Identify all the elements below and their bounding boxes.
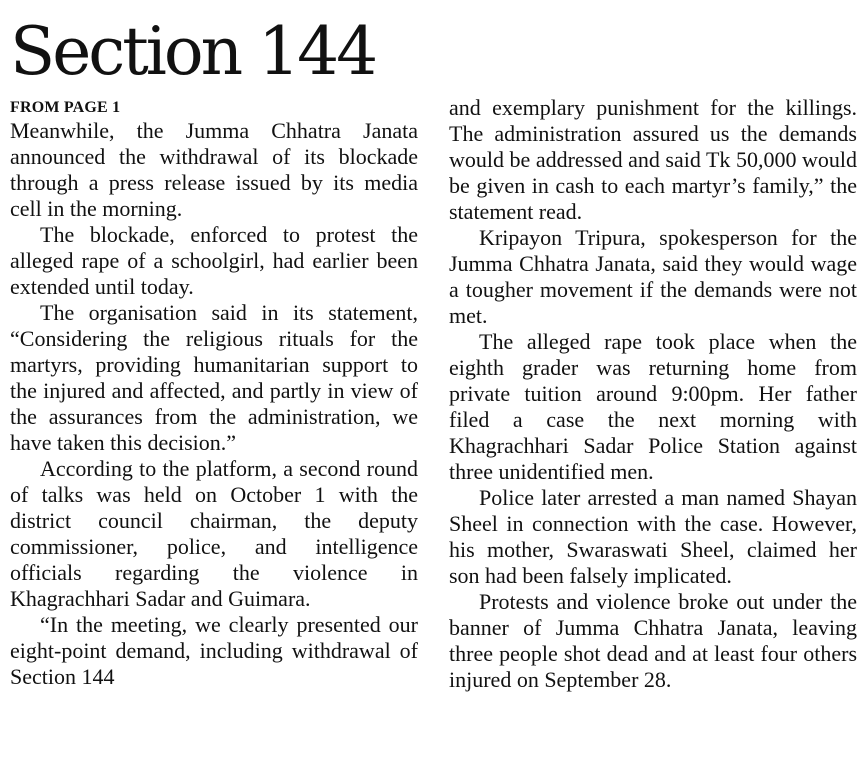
continuation-kicker: FROM PAGE 1: [10, 99, 121, 116]
paragraph: The organisation said in its statement, “Considering the religious rituals for the martyrs, providing humanitarian support to the injured and affected, and partly in view of the assurances from the administration, we have taken this decision.”: [10, 300, 418, 455]
paragraph: Kripayon Tripura, spokesperson for the Jumma Chhatra Janata, said they would wage a tougher movement if the demands were not met.: [449, 225, 857, 328]
paragraph: “In the meeting, we clearly presented our eight-point demand, including withdrawal of Section 144: [10, 612, 418, 689]
paragraph: Protests and violence broke out under the banner of Jumma Chhatra Janata, leaving three people shot dead and at least four others injured on September 28.: [449, 589, 857, 692]
paragraph: According to the platform, a second round of talks was held on October 1 with the district council chairman, the deputy commissioner, police, and intelligence officials regarding the violence in Khagrachhari Sadar and Guimara.: [10, 456, 418, 611]
article-column-left: [10, 98, 418, 690]
paragraph: The blockade, enforced to protest the alleged rape of a schoolgirl, had earlier been extended until today.: [10, 222, 418, 299]
paragraph: The alleged rape took place when the eighth grader was returning home from private tuition around 9:00pm. Her father filed a case the next morning with Khagrachhari Sadar Police Station against three unidentified men.: [449, 329, 857, 484]
article-column-right: [449, 95, 857, 693]
headline: Section 144: [10, 13, 376, 90]
paragraph: Meanwhile, the Jumma Chhatra Janata announced the withdrawal of its blockade through a press release issued by its media cell in the morning.: [10, 118, 418, 221]
paragraph: Police later arrested a man named Shayan Sheel in connection with the case. However, his mother, Swaraswati Sheel, claimed her son had been falsely implicated.: [449, 485, 857, 588]
paragraph: and exemplary punishment for the killings. The administration assured us the demands would be addressed and said Tk 50,000 would be given in cash to each martyr’s family,” the statement read.: [449, 95, 857, 224]
